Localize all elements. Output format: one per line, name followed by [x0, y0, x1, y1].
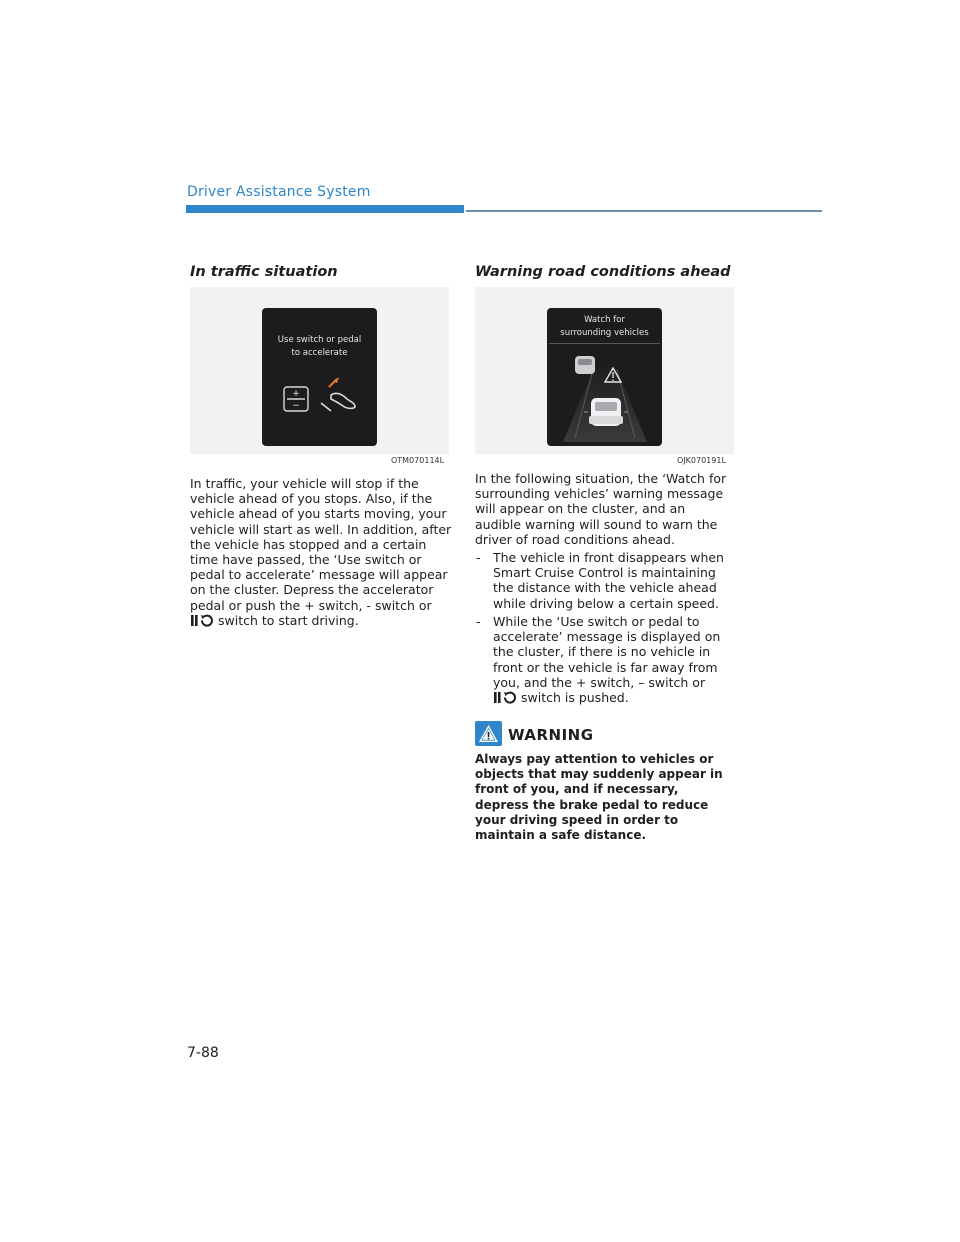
screen-divider [549, 343, 660, 344]
figure-code: OTM070114L [391, 456, 445, 465]
left-paragraph-text: In traffic, your vehicle will stop if the vehicle ahead of you stops. Also, if the vehicle ahead of you starts moving, your vehicle will start as well. In addition, after the vehicle has stopped and a certain time have passed, the ‘Use switch or pedal to accelerate’ message will appear on the cluster. Depress the accelerator pedal or push the + switch, - switch or [190, 476, 452, 613]
cluster-message: Use switch or pedal to accelerate [277, 335, 362, 358]
warning-text: Always pay attention to vehicles or objects that may suddenly appear in front of you, and if necessary, depress the brake pedal to reduce your driving speed in order to maintain a safe distance. [475, 752, 723, 843]
bullet-dash: - [476, 614, 481, 629]
plus-minus-switch-icon [283, 386, 309, 412]
warning-label: WARNING [508, 726, 594, 744]
cruise-resume-icon [190, 614, 214, 627]
list-item [476, 550, 736, 610]
left-paragraph [190, 476, 452, 628]
figure-code-right: OJK070191L [677, 456, 726, 465]
warning-badge [475, 721, 502, 746]
cluster-warning-message: Watch for surrounding vehicles [560, 315, 649, 338]
cruise-resume-icon [493, 691, 517, 704]
header-rule [466, 210, 822, 212]
page-number: 7-88 [187, 1045, 219, 1061]
right-figure [475, 287, 734, 454]
left-section-heading: In traffic situation [190, 264, 338, 280]
accelerator-pedal-icon [317, 373, 359, 415]
bullet-text: The vehicle in front disappears when Smart Cruise Control is maintaining the distance with the vehicle ahead while driving below a certain speed. [493, 550, 724, 611]
cluster-screen-warning [547, 308, 662, 446]
left-figure [190, 287, 449, 454]
bullet-dash: - [476, 550, 481, 565]
warning-triangle-icon [475, 721, 502, 746]
bullet-text-end: switch is pushed. [520, 690, 629, 706]
svg-text:−: − [292, 401, 300, 411]
header-rule-accent [186, 205, 464, 213]
right-section-heading: Warning road conditions ahead [475, 264, 731, 280]
bullet-text-start: While the ‘Use switch or pedal to accelerate’ message is displayed on the cluster, if there is no vehicle in front or the vehicle is far away from you, and the + switch, – switch or [493, 614, 721, 690]
svg-text:+: + [292, 389, 300, 399]
bullet-text [493, 614, 733, 705]
vehicle-icon [555, 350, 655, 442]
right-intro: In the following situation, the ‘Watch for surrounding vehicles’ warning message will appear on the cluster, and an audible warning will sound to warn the driver of road conditions ahead. [475, 471, 727, 547]
left-paragraph-text-end: switch to start driving. [217, 612, 359, 628]
section-title: Driver Assistance System [187, 184, 371, 200]
cluster-screen [262, 308, 377, 446]
list-item [476, 614, 736, 706]
